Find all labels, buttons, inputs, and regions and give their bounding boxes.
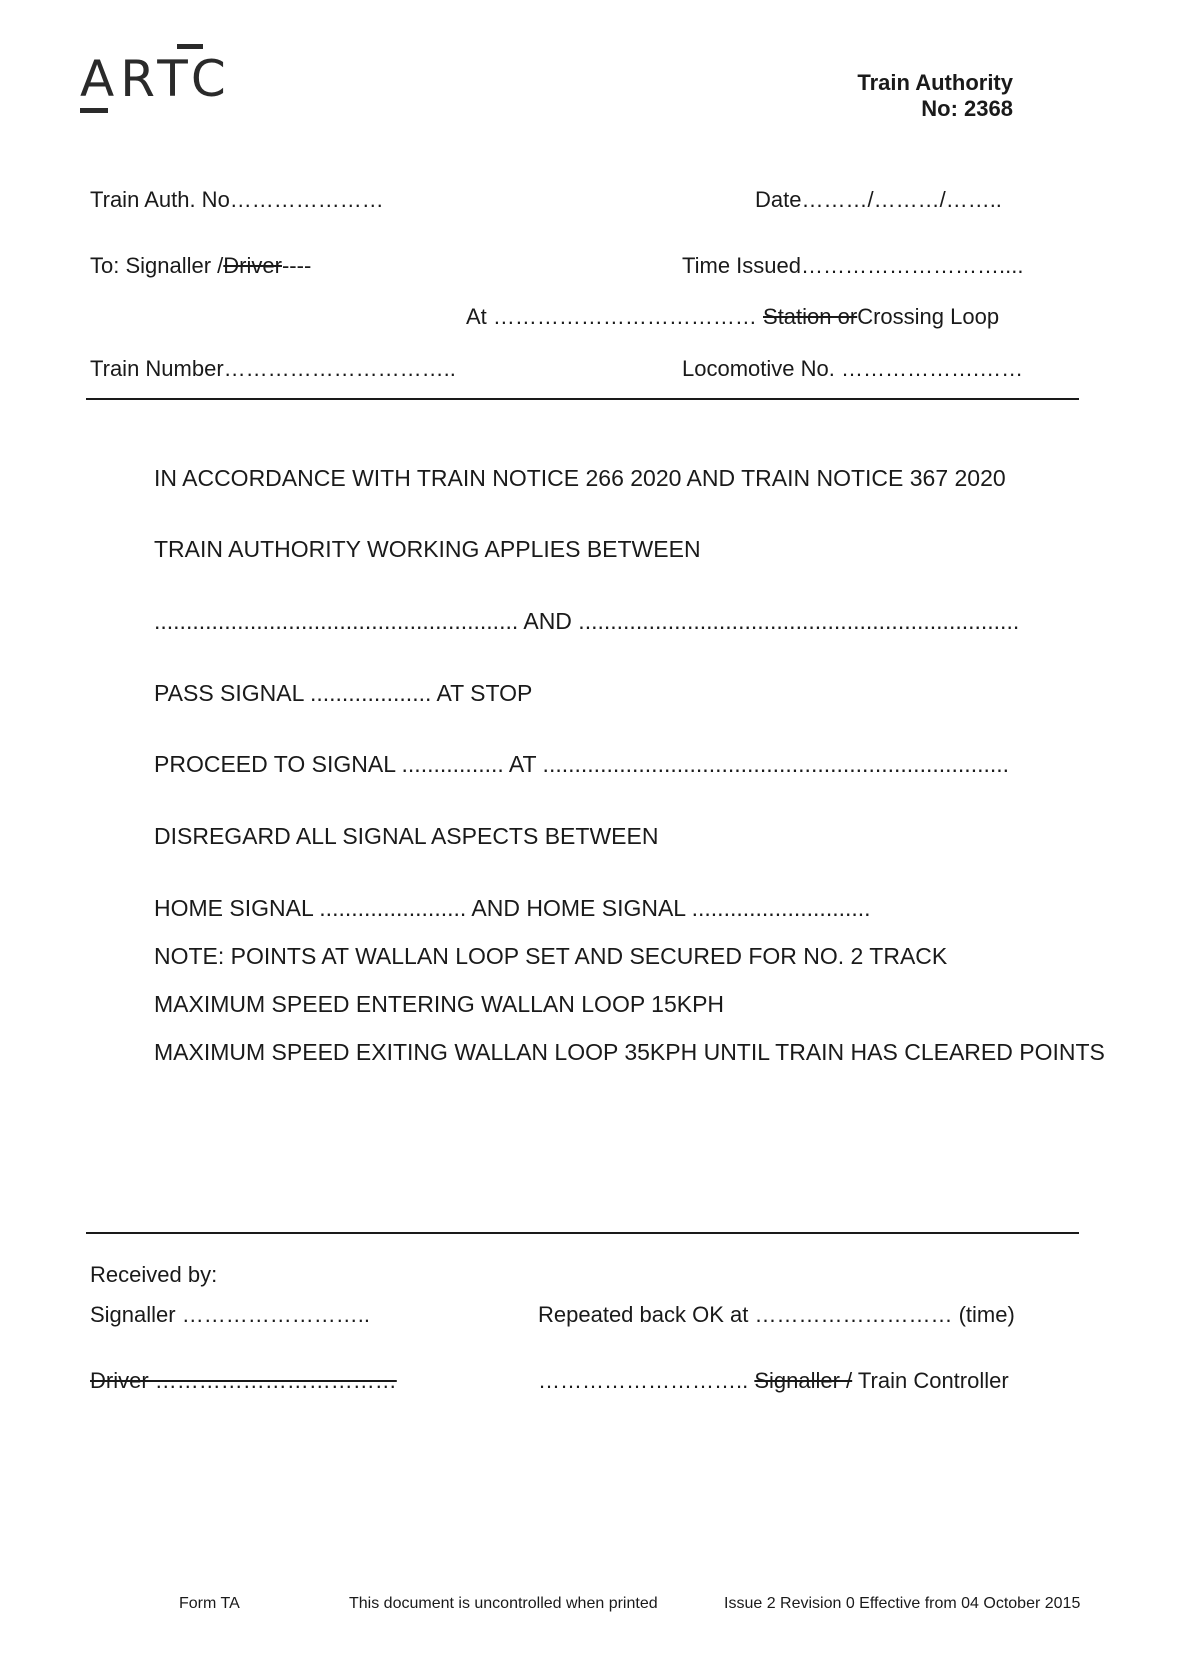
driver-struck-field: Driver …………………………… — [90, 1368, 397, 1393]
top-divider — [86, 398, 1079, 400]
controller-field — [538, 1368, 1009, 1394]
instruction-line-6: DISREGARD ALL SIGNAL ASPECTS BETWEEN — [154, 823, 659, 849]
to-field — [90, 253, 311, 279]
to-suffix: ---- — [281, 253, 312, 278]
instruction-line-4: PASS SIGNAL ................... AT STOP — [154, 680, 533, 706]
to-prefix: To: Signaller / — [90, 253, 224, 278]
controller-suffix: Train Controller — [852, 1368, 1009, 1393]
footer-uncontrolled: This document is uncontrolled when printed — [349, 1595, 658, 1612]
instruction-line-1: IN ACCORDANCE WITH TRAIN NOTICE 266 2020 AND TRAIN NOTICE 367 2020 — [154, 465, 1006, 491]
instruction-line-2: TRAIN AUTHORITY WORKING APPLIES BETWEEN — [154, 536, 701, 562]
at-prefix: At ……………………………… — [466, 304, 764, 329]
instruction-line-9: MAXIMUM SPEED ENTERING WALLAN LOOP 15KPH — [154, 991, 725, 1017]
time-issued-field: Time Issued……………………….... — [682, 253, 1024, 278]
signaller-field: Signaller …………………….. — [90, 1302, 370, 1327]
received-by-label: Received by: — [90, 1262, 218, 1287]
controller-prefix: ……………………….. — [538, 1368, 755, 1393]
logo-text: ARTC — [80, 50, 232, 108]
logo-bar-bottom — [80, 108, 108, 113]
footer-issue: Issue 2 Revision 0 Effective from 04 October 2015 — [724, 1595, 1081, 1612]
instruction-line-5: PROCEED TO SIGNAL ................ AT ......................................................................... — [154, 751, 1010, 777]
train-auth-no-field: Train Auth. No………………… — [90, 187, 384, 212]
controller-struck-signaller: Signaller / — [754, 1368, 853, 1393]
at-field — [466, 304, 999, 330]
bottom-divider — [86, 1232, 1079, 1234]
instruction-line-8: NOTE: POINTS AT WALLAN LOOP SET AND SECURED FOR NO. 2 TRACK — [154, 943, 948, 969]
at-struck-station: Station or — [763, 304, 858, 329]
to-struck-driver: Driver — [223, 253, 282, 278]
repeated-back-field: Repeated back OK at ……………………… (time) — [538, 1302, 1015, 1327]
locomotive-no-field: Locomotive No. ……………….…… — [682, 356, 1024, 381]
train-number-field: Train Number………………………….. — [90, 356, 456, 381]
authority-number: No: 2368 — [921, 96, 1013, 121]
date-field: Date………/………/…….. — [755, 187, 1002, 212]
document-title: Train Authority — [857, 70, 1013, 95]
instruction-line-7: HOME SIGNAL ....................... AND HOME SIGNAL ............................ — [154, 895, 871, 921]
instruction-line-10: MAXIMUM SPEED EXITING WALLAN LOOP 35KPH UNTIL TRAIN HAS CLEARED POINTS — [154, 1039, 1105, 1065]
instruction-line-3: ......................................................... AND ..................................................................... — [154, 608, 1020, 634]
logo-bar-top — [177, 44, 203, 49]
at-suffix: Crossing Loop — [857, 304, 1000, 329]
artc-logo — [80, 44, 250, 122]
footer-form: Form TA — [179, 1595, 240, 1612]
